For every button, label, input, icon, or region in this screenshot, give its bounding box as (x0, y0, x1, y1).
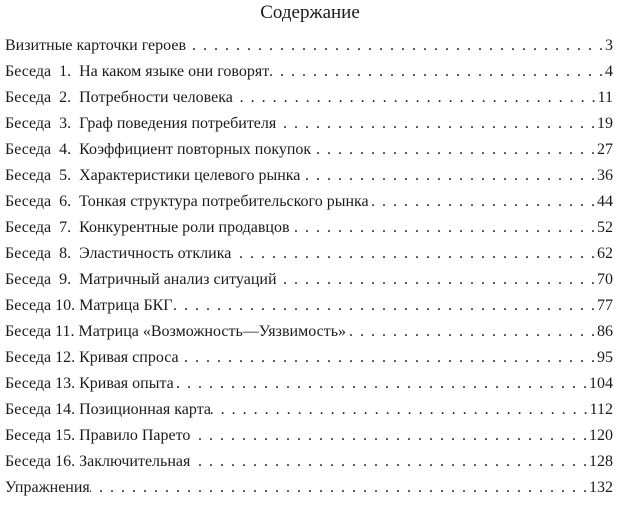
toc-entry-dot-leader (277, 267, 598, 293)
toc-entry-dot-leader (186, 33, 605, 59)
toc-entry-label: Беседа 8. Эластичность отклика (5, 245, 232, 262)
toc-entry-page-number: 70 (597, 271, 613, 288)
toc-entry-dot-leader (173, 293, 597, 319)
toc-entry-label: Беседа 13. Кривая опыта (5, 375, 174, 392)
toc-entry-label: Беседа 10. Матрица БКГ (5, 297, 173, 314)
toc-entry (5, 371, 613, 397)
toc-entry (5, 163, 613, 189)
toc-entry-page-number: 132 (589, 479, 613, 496)
toc-entry-page-number: 11 (597, 89, 613, 106)
toc-entry (5, 111, 613, 137)
toc-entry-label: Беседа 3. Граф поведения потребителя (5, 115, 277, 132)
toc-entry-dot-leader (300, 163, 597, 189)
toc-entry-dot-leader (369, 189, 597, 215)
toc-entry (5, 241, 613, 267)
toc-entry (5, 59, 613, 85)
toc-entry-dot-leader (269, 59, 605, 85)
toc-entry-dot-leader (174, 371, 589, 397)
toc-entry-label: Беседа 11. Матрица «Возможность—Уязвимость» (5, 323, 346, 340)
toc-entry (5, 189, 613, 215)
toc-entry (5, 345, 613, 371)
toc-entry-page-number: 3 (605, 37, 613, 54)
toc-entry (5, 267, 613, 293)
toc-entry-dot-leader (311, 137, 597, 163)
toc-entry-page-number: 77 (597, 297, 613, 314)
toc-entry (5, 33, 613, 59)
toc-entry (5, 85, 613, 111)
toc-entry-page-number: 112 (589, 401, 613, 418)
toc-entry-dot-leader (179, 345, 597, 371)
toc-entry-label: Беседа 15. Правило Парето (5, 427, 191, 444)
toc-entry (5, 215, 613, 241)
toc-entry-page-number: 36 (597, 167, 613, 184)
toc-entry-page-number: 19 (597, 115, 613, 132)
toc-entry-dot-leader (211, 397, 590, 423)
toc-entry-label: Беседа 9. Матричный анализ ситуаций (5, 271, 277, 288)
toc-entry-dot-leader (346, 319, 597, 345)
toc-entry-label: Беседа 4. Коэффициент повторных покупок (5, 141, 312, 158)
toc-entry-page-number: 4 (605, 63, 613, 80)
toc-entry-label: Упражнения (5, 479, 90, 496)
toc-entry-dot-leader (190, 449, 589, 475)
toc-entry-label: Беседа 7. Конкурентные роли продавцов (5, 219, 290, 236)
toc-entry (5, 449, 613, 475)
toc-entry-dot-leader (190, 423, 589, 449)
toc-entry-label: Беседа 16. Заключительная (5, 453, 191, 470)
toc-entry-dot-leader (233, 85, 598, 111)
toc-entry-label: Беседа 6. Тонкая структура потребительского рынка (5, 193, 369, 210)
toc-entry (5, 319, 613, 345)
toc-entry-label: Визитные карточки героев (5, 37, 186, 54)
toc-entry-dot-leader (276, 111, 597, 137)
toc-entry-page-number: 27 (597, 141, 613, 158)
toc-entry-dot-leader (231, 241, 597, 267)
toc-entry-dot-leader (290, 215, 597, 241)
toc-entry (5, 293, 613, 319)
toc-entry (5, 475, 613, 501)
toc-entry-label: Беседа 2. Потребности человека (5, 89, 233, 106)
toc-entry-page-number: 128 (589, 453, 613, 470)
toc-entry-page-number: 86 (597, 323, 613, 340)
toc-entry-page-number: 52 (597, 219, 613, 236)
toc-entry-page-number: 120 (589, 427, 613, 444)
toc-entry (5, 423, 613, 449)
toc-entry-page-number: 95 (597, 349, 613, 366)
toc-entry-label: Беседа 1. На каком языке они говорят (5, 63, 270, 80)
toc-title: Содержание (260, 2, 360, 23)
toc-entry-dot-leader (90, 475, 589, 501)
toc-entry (5, 397, 613, 423)
toc-list (5, 33, 613, 501)
toc-entry-label: Беседа 14. Позиционная карта (5, 401, 211, 418)
toc-entry-page-number: 62 (597, 245, 613, 262)
toc-entry-page-number: 44 (597, 193, 613, 210)
toc-entry-label: Беседа 12. Кривая спроса (5, 349, 179, 366)
toc-entry-page-number: 104 (589, 375, 613, 392)
toc-entry (5, 137, 613, 163)
toc-entry-label: Беседа 5. Характеристики целевого рынка (5, 167, 301, 184)
